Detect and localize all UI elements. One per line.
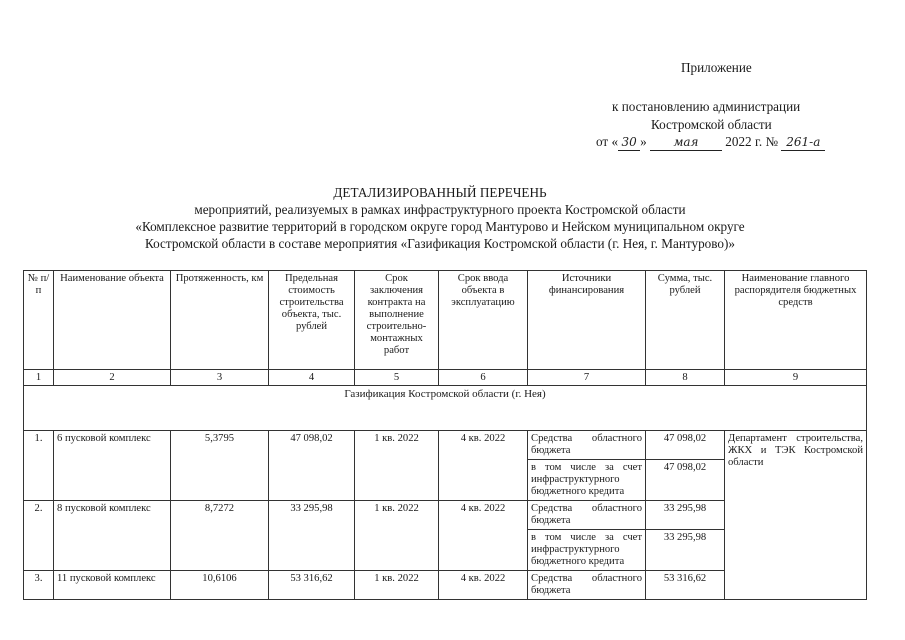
date-year: 2022 г. №	[725, 134, 779, 149]
col-header-length: Протяженность, км	[171, 271, 269, 370]
col-number: 4	[269, 370, 355, 386]
date-day: 30	[618, 134, 640, 151]
col-header-name: Наименование объекта	[54, 271, 171, 370]
funding-sum: 47 098,02	[646, 431, 725, 460]
funding-source-credit: в том числе за счет инфраструктурного бюджетного кредита	[528, 530, 646, 571]
row-num: 3.	[24, 571, 54, 600]
commission-term: 4 кв. 2022	[439, 501, 528, 571]
title-line-4: Костромской области в составе мероприятия «Газификация Костромской области (г. Нея, г. Мантурово)»	[145, 236, 735, 251]
funding-sum: 53 316,62	[646, 571, 725, 600]
date-prefix: от «	[596, 134, 619, 149]
col-header-cost: Предельная стоимость строительства объекта, тыс. рублей	[269, 271, 355, 370]
col-number: 1	[24, 370, 54, 386]
object-name: 11 пусковой комплекс	[54, 571, 171, 600]
col-header-source: Источники финансирования	[528, 271, 646, 370]
col-number: 7	[528, 370, 646, 386]
col-number: 9	[725, 370, 867, 386]
object-cost: 47 098,02	[269, 431, 355, 501]
funding-sum-credit: 47 098,02	[646, 460, 725, 501]
title-line-1: ДЕТАЛИЗИРОВАННЫЙ ПЕРЕЧЕНЬ	[333, 185, 547, 200]
administrator-name: Департамент строительства, ЖКХ и ТЭК Костромской области	[725, 431, 867, 600]
col-number: 5	[355, 370, 439, 386]
col-header-contract: Срок заключения контракта на выполнение строительно-монтажных работ	[355, 271, 439, 370]
object-cost: 53 316,62	[269, 571, 355, 600]
table-header-row	[24, 271, 867, 370]
col-header-sum: Сумма, тыс. рублей	[646, 271, 725, 370]
col-number: 2	[54, 370, 171, 386]
title-line-3: «Комплексное развитие территорий в городском округе город Мантурово и Нейском муниципальном округе	[135, 219, 745, 234]
col-header-num: № п/п	[24, 271, 54, 370]
date-month: мая	[650, 134, 722, 151]
column-number-row	[24, 370, 867, 386]
projects-table	[23, 270, 867, 600]
object-length: 10,6106	[171, 571, 269, 600]
col-header-commission: Срок ввода объекта в эксплуатацию	[439, 271, 528, 370]
col-number: 3	[171, 370, 269, 386]
col-header-administrator: Наименование главного распорядителя бюджетных средств	[725, 271, 867, 370]
contract-term: 1 кв. 2022	[355, 571, 439, 600]
funding-source: Средства областного бюджета	[528, 501, 646, 530]
table-row	[24, 431, 867, 460]
object-length: 5,3795	[171, 431, 269, 501]
appendix-label: Приложение	[681, 60, 752, 75]
row-num: 2.	[24, 501, 54, 571]
object-cost: 33 295,98	[269, 501, 355, 571]
decree-number: 261-а	[781, 134, 825, 151]
title-line-2: мероприятий, реализуемых в рамках инфраструктурного проекта Костромской области	[194, 202, 686, 217]
document-title	[60, 184, 820, 252]
col-number: 8	[646, 370, 725, 386]
contract-term: 1 кв. 2022	[355, 431, 439, 501]
region-name: Костромской области	[651, 117, 772, 132]
section-title: Газификация Костромской области (г. Нея)	[24, 386, 867, 431]
commission-term: 4 кв. 2022	[439, 431, 528, 501]
funding-source: Средства областного бюджета	[528, 431, 646, 460]
row-num: 1.	[24, 431, 54, 501]
date-mid: »	[640, 134, 647, 149]
decree-reference: к постановлению администрации	[612, 99, 801, 114]
funding-source-credit: в том числе за счет инфраструктурного бюджетного кредита	[528, 460, 646, 501]
section-row	[24, 386, 867, 431]
funding-sum-credit: 33 295,98	[646, 530, 725, 571]
funding-source: Средства областного бюджета	[528, 571, 646, 600]
col-number: 6	[439, 370, 528, 386]
decree-date-line	[596, 134, 825, 151]
contract-term: 1 кв. 2022	[355, 501, 439, 571]
object-name: 8 пусковой комплекс	[54, 501, 171, 571]
funding-sum: 33 295,98	[646, 501, 725, 530]
commission-term: 4 кв. 2022	[439, 571, 528, 600]
object-name: 6 пусковой комплекс	[54, 431, 171, 501]
object-length: 8,7272	[171, 501, 269, 571]
